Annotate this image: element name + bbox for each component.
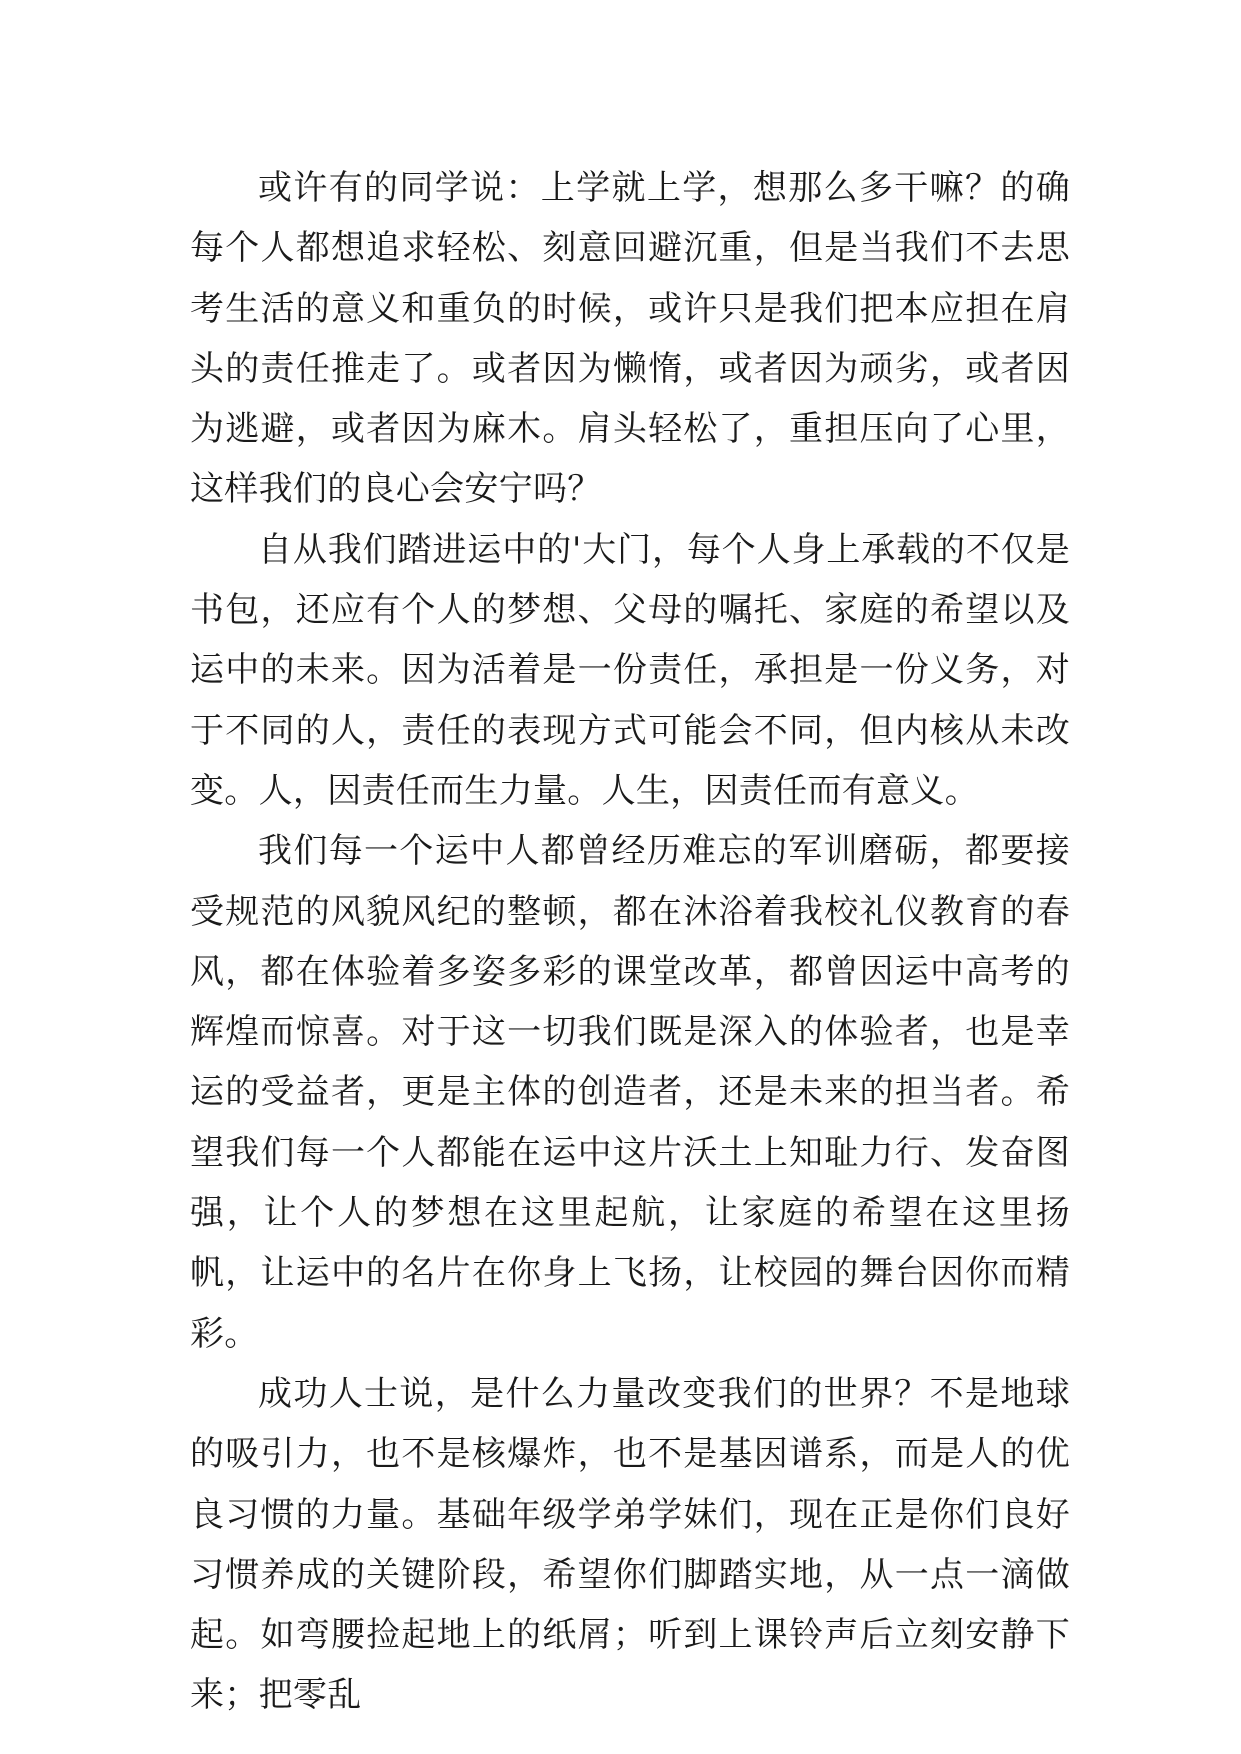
paragraph-3: 我们每一个运中人都曾经历难忘的军训磨砺，都要接受规范的风貌风纪的整顿，都在沐浴着我校礼仪教育的春风，都在体验着多姿多彩的课堂改革，都曾因运中高考的辉煌而惊喜。对于这一切我们既是深入的体验者，也是幸运的受益者，更是主体的创造者，还是未来的担当者。希望我们每一个人都能在运中这片沃土上知耻力行、发奋图强，让个人的梦想在这里起航，让家庭的希望在这里扬帆，让运中的名片在你身上飞扬，让校园的舞台因你而精彩。 (190, 831, 1070, 1354)
paragraph-1: 或许有的同学说：上学就上学，想那么多干嘛？的确每个人都想追求轻松、刻意回避沉重，但是当我们不去思考生活的意义和重负的时候，或许只是我们把本应担在肩头的责任推走了。或者因为懒惰，或者因为顽劣，或者因为逃避，或者因为麻木。肩头轻松了，重担压向了心里，这样我们的良心会安宁吗？ (190, 168, 1070, 510)
document-body (190, 158, 1070, 1726)
paragraph-2: 自从我们踏进运中的'大门，每个人身上承载的不仅是书包，还应有个人的梦想、父母的嘱托、家庭的希望以及运中的未来。因为活着是一份责任，承担是一份义务，对于不同的人，责任的表现方式可能会不同，但内核从未改变。人，因责任而生力量。人生，因责任而有意义。 (190, 529, 1070, 811)
paragraph-4: 成功人士说，是什么力量改变我们的世界？不是地球的吸引力，也不是核爆炸，也不是基因谱系，而是人的优良习惯的力量。基础年级学弟学妹们，现在正是你们良好习惯养成的关键阶段，希望你们脚踏实地，从一点一滴做起。如弯腰捡起地上的纸屑；听到上课铃声后立刻安静下来；把零乱 (190, 1373, 1070, 1716)
